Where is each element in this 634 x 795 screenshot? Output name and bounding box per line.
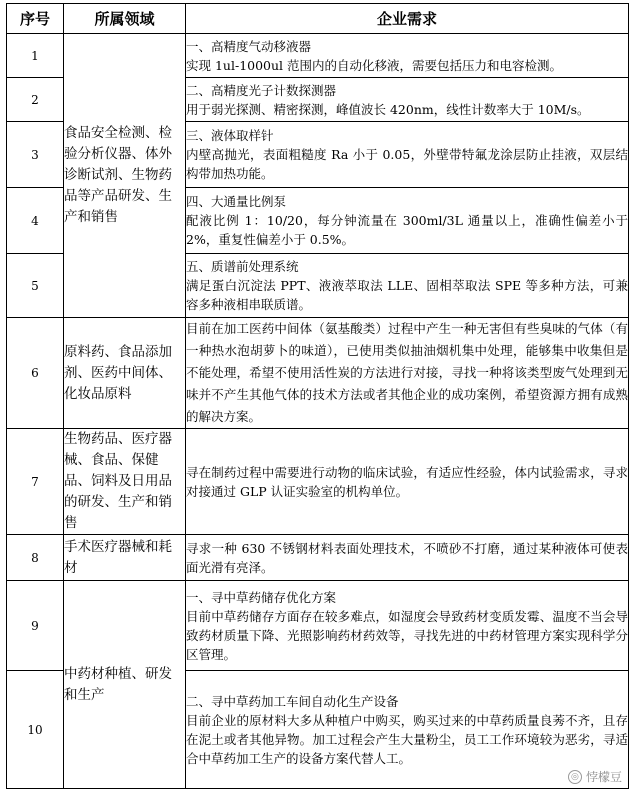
need-cell xyxy=(186,254,629,318)
table-row xyxy=(7,535,629,581)
need-cell xyxy=(186,122,629,188)
need-body: 配液比例 1：10/20，每分钟流量在 300ml/3L 通量以上，准确性偏差小于 2%，重复性偏差小于 0.5%。 xyxy=(186,213,628,247)
row-index: 7 xyxy=(7,429,64,535)
need-body: 用于弱光探测、精密探测，峰值波长 420nm，线性计数率大于 10M/s。 xyxy=(186,101,590,117)
row-index: 10 xyxy=(7,671,64,789)
need-cell xyxy=(186,78,629,122)
header-row xyxy=(7,4,629,34)
row-index: 9 xyxy=(7,581,64,671)
need-cell xyxy=(186,581,629,671)
need-body: 满足蛋白沉淀法 PPT、液液萃取法 LLE、固相萃取法 SPE 等多种方法，可兼容多种液相串联质谱。 xyxy=(186,278,628,312)
need-title: 五、质谱前处理系统 xyxy=(186,259,299,274)
need-body: 内壁高抛光，表面粗糙度 Ra 小于 0.05，外壁带特氟龙涂层防止挂液，双层结构带加热功能。 xyxy=(186,147,628,181)
need-body: 寻求一种 630 不锈钢材料表面处理技术，不喷砂不打磨，通过某种液体可使表面光滑有亮泽。 xyxy=(186,540,628,575)
need-cell xyxy=(186,318,629,429)
row-index: 6 xyxy=(7,318,64,429)
row-index: 8 xyxy=(7,535,64,581)
need-title: 一、高精度气动移液器 xyxy=(186,38,312,54)
row-index: 4 xyxy=(7,188,64,254)
need-cell xyxy=(186,535,629,581)
table-row xyxy=(7,34,629,78)
table-row xyxy=(7,581,629,671)
need-title: 四、大通量比例泵 xyxy=(186,194,287,209)
field-cell: 食品安全检测、检验分析仪器、体外诊断试剂、生物药品等产品研发、生产和销售 xyxy=(64,34,186,318)
watermark-text: 悖檬豆 xyxy=(585,770,622,784)
field-cell: 原料药、食品添加剂、医药中间体、化妆品原料 xyxy=(64,318,186,429)
watermark xyxy=(568,768,622,785)
need-body: 寻在制药过程中需要进行动物的临床试验，有适应性经验，体内试验需求，寻求对接通过 GLP 认证实验室的机构单位。 xyxy=(186,464,628,499)
need-cell xyxy=(186,188,629,254)
header-field: 所属领域 xyxy=(64,4,186,34)
header-index: 序号 xyxy=(7,4,64,34)
table-row xyxy=(7,429,629,535)
row-index: 1 xyxy=(7,34,64,78)
need-body: 目前企业的原材料大多从种植户中购买，购买过来的中草药质量良莠不齐，且存在泥土或者其他异物。加工过程会产生大量粉尘，员工工作环境较为恶劣，寻适合中草药加工生产的设备方案代替人工。 xyxy=(186,712,628,766)
row-index: 3 xyxy=(7,122,64,188)
need-title: 二、寻中草药加工车间自动化生产设备 xyxy=(186,693,399,709)
requirements-table xyxy=(6,3,629,789)
field-cell: 生物药品、医疗器械、食品、保健品、饲料及日用品的研发、生产和销售 xyxy=(64,429,186,535)
need-title: 二、高精度光子计数探测器 xyxy=(186,82,337,98)
field-cell: 中药材种植、研发和生产 xyxy=(64,581,186,789)
header-need: 企业需求 xyxy=(186,4,629,34)
row-index: 5 xyxy=(7,254,64,318)
need-cell xyxy=(186,34,629,78)
need-title: 一、寻中草药储存优化方案 xyxy=(186,589,337,605)
watermark-logo-icon: ◎ xyxy=(568,770,582,784)
need-title: 三、液体取样针 xyxy=(186,128,274,143)
need-body: 目前中草药储存方面存在较多难点，如湿度会导致药材变质发霉、温度不当会导致药材质量下降、光照影响药材药效等，寻找先进的中药材管理方案实现科学分区管理。 xyxy=(186,608,628,662)
field-cell: 手术医疗器械和耗材 xyxy=(64,535,186,581)
need-body: 目前在加工医药中间体（氨基酸类）过程中产生一种无害但有些臭味的气体（有一种热水泡胡萝卜的味道），已使用类似抽油烟机集中处理，能够集中收集但是不能处理，希望不使用活性炭的方法进行对接，寻找一种将该类型废气处理到无味并不产生其他气体的技术方法或者其他企业的成功案例，希望资源方拥有成熟的解决方案。 xyxy=(186,321,628,424)
table-row xyxy=(7,318,629,429)
need-cell xyxy=(186,429,629,535)
need-cell xyxy=(186,671,629,789)
row-index: 2 xyxy=(7,78,64,122)
need-body: 实现 1ul-1000ul 范围内的自动化移液，需要包括压力和电容检测。 xyxy=(186,57,563,73)
